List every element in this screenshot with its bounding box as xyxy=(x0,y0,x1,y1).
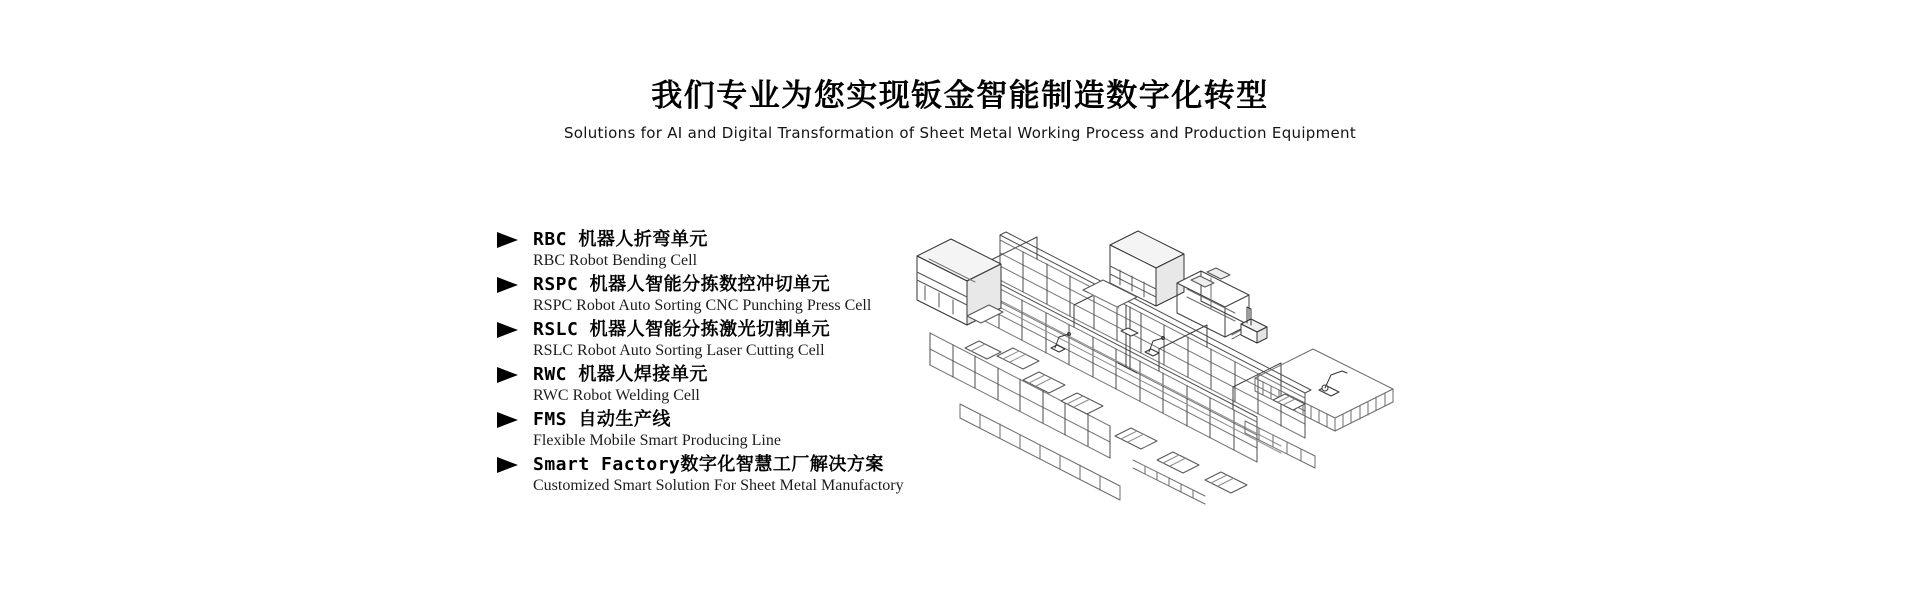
solution-label-en: RBC Robot Bending Cell xyxy=(533,252,698,269)
solution-label-cn: FMS 自动生产线 xyxy=(533,409,671,430)
frame-machine-right xyxy=(1177,271,1249,337)
list-item-text xyxy=(533,364,708,405)
list-item-fms xyxy=(497,409,967,450)
right-arrow-icon xyxy=(497,457,518,473)
solution-label-en: Flexible Mobile Smart Producing Line xyxy=(533,432,781,449)
solution-label-en: RWC Robot Welding Cell xyxy=(533,387,700,404)
hero-heading-block xyxy=(0,70,1920,142)
right-arrow-icon xyxy=(497,367,518,383)
list-item-text xyxy=(533,319,830,360)
solution-label-cn: RBC 机器人折弯单元 xyxy=(533,229,708,250)
punch-press-machine xyxy=(1083,231,1184,308)
list-item-rspc xyxy=(497,274,967,315)
solution-label-cn: RSLC 机器人智能分拣激光切割单元 xyxy=(533,319,831,340)
list-item-text xyxy=(533,274,871,315)
right-arrow-icon xyxy=(497,277,518,293)
solution-label-cn: RSPC 机器人智能分拣数控冲切单元 xyxy=(533,274,831,295)
solution-label-cn: RWC 机器人焊接单元 xyxy=(533,364,708,385)
right-arrow-icon xyxy=(497,232,518,248)
page-subtitle: Solutions for AI and Digital Transformation of Sheet Metal Working Process and Production Equipment xyxy=(563,124,1357,142)
right-arrow-icon xyxy=(497,412,518,428)
production-line-illustration xyxy=(905,228,1425,528)
solution-label-en: Customized Smart Solution For Sheet Metal Manufactory xyxy=(533,477,904,494)
list-item-text xyxy=(533,454,904,495)
list-item-smart-factory xyxy=(497,454,967,495)
list-item-text xyxy=(533,409,781,450)
solution-label-en: RSLC Robot Auto Sorting Laser Cutting Cell xyxy=(533,342,825,359)
list-item-text xyxy=(533,229,708,270)
list-item-rbc xyxy=(497,229,967,270)
list-item-rslc xyxy=(497,319,967,360)
page-title: 我们专业为您实现钣金智能制造数字化转型 xyxy=(651,78,1269,114)
right-arrow-icon xyxy=(497,322,518,338)
solutions-list xyxy=(497,229,967,499)
solution-label-en: RSPC Robot Auto Sorting CNC Punching Press Cell xyxy=(533,297,872,314)
press-brake-machine xyxy=(917,239,1003,325)
list-item-rwc xyxy=(497,364,967,405)
solution-label-cn: Smart Factory数字化智慧工厂解决方案 xyxy=(533,454,884,475)
